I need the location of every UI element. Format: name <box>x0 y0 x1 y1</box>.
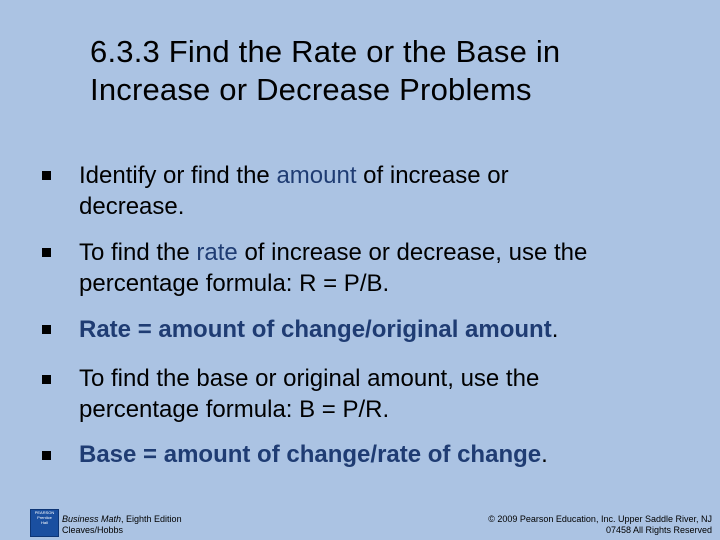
text-segment: . <box>551 316 559 343</box>
bullet-marker <box>42 451 51 460</box>
logo-text: Hall <box>41 520 48 525</box>
text-segment: Identify or find the <box>79 162 277 189</box>
title-line-1: 6.3.3 Find the Rate or the Base in <box>90 34 561 69</box>
bullet-item-2 <box>79 237 699 299</box>
text-line: percentage formula: R = P/B. <box>79 270 390 297</box>
bullet-item-1 <box>79 160 699 222</box>
book-edition: , Eighth Edition <box>121 514 182 524</box>
bullet-item-5 <box>79 439 699 470</box>
text-line: To find the base or original amount, use the <box>79 365 540 392</box>
text-line: percentage formula: B = P/R. <box>79 396 390 423</box>
emphasis-amount: amount <box>276 162 357 189</box>
bullet-marker <box>42 248 51 257</box>
rate-formula: Rate = amount of change/original amount <box>79 316 552 343</box>
bullet-marker <box>42 375 51 384</box>
bullet-item-4 <box>79 363 699 425</box>
book-authors: Cleaves/Hobbs <box>62 525 124 535</box>
rights-line: 07458 All Rights Reserved <box>605 525 712 535</box>
text-line: decrease. <box>79 193 185 220</box>
emphasis-rate: rate <box>196 239 238 266</box>
book-title: Business Math <box>62 514 122 524</box>
copyright-line: © 2009 Pearson Education, Inc. Upper Saddle River, NJ <box>488 514 712 524</box>
footer-book-info <box>62 514 182 536</box>
logo-text: PEARSON <box>34 510 55 515</box>
text-segment: of increase or <box>356 162 509 189</box>
bullet-marker <box>42 325 51 334</box>
text-segment: of increase or decrease, use the <box>237 239 588 266</box>
text-segment: To find the <box>79 239 197 266</box>
text-segment: . <box>541 441 548 468</box>
bullet-item-3 <box>79 314 699 345</box>
slide-title <box>90 33 690 109</box>
title-line-2: Increase or Decrease Problems <box>90 72 532 107</box>
footer-copyright <box>488 514 712 536</box>
base-formula: Base = amount of change/rate of change <box>79 441 542 468</box>
publisher-logo <box>30 509 59 537</box>
bullet-marker <box>42 171 51 180</box>
logo-text: Prentice <box>37 515 52 520</box>
